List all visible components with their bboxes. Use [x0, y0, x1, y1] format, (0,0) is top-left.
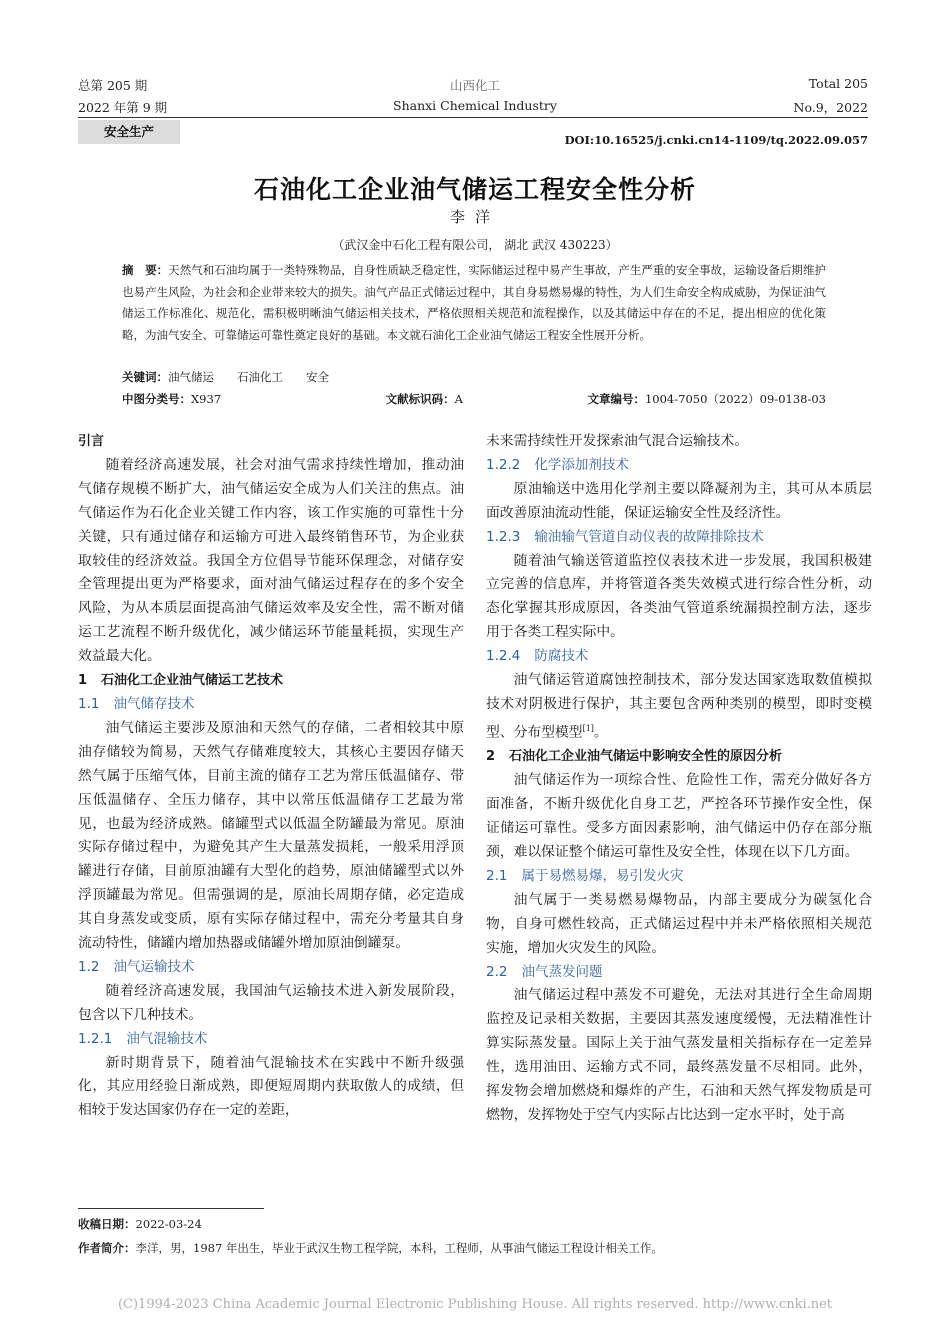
section-2-1-heading: 2.1 属于易燃易爆，易引发火灾: [486, 867, 684, 884]
section-2-paragraph: 油气储运作为一项综合性、危险性工作，需充分做好各方面准备，不断升级优化自身工艺，严控各环节操作安全性，保证储运可靠性。受多方面因素影响，油气储运中仍存在部分瓶颈，难以保证整个储运可靠性及安全性，体现在以下几方面。: [486, 772, 872, 860]
continued-paragraph: 未来需持续性开发探索油气混合运输技术。: [486, 433, 749, 449]
intro-heading: 引言: [78, 434, 105, 449]
left-column: [78, 430, 464, 1123]
section-2-2-heading: 2.2 油气蒸发问题: [486, 963, 603, 980]
section-1-2-4-paragraph: 油气储运管道腐蚀控制技术，部分发达国家选取数值模拟技术对阴极进行保护，其主要包含两种类别的模型，即时变模型、分布型模型[1]。: [486, 672, 872, 741]
author-bio: 作者简介：李洋，男，1987 年出生，毕业于武汉生物工程学院，本科，工程师，从事油气储运工程设计相关工作。: [78, 1241, 663, 1255]
citation-ref[interactable]: [1]: [582, 723, 594, 733]
keywords: [122, 369, 329, 385]
doi[interactable]: DOI:10.16525/j.cnki.cn14-1109/tq.2022.09.057: [564, 133, 868, 147]
journal-name-cn: 山西化工: [449, 78, 500, 93]
total-issue-en: Total 205: [808, 76, 868, 91]
author: 李洋: [449, 208, 500, 226]
section-1-2-heading: 1.2 油气运输技术: [78, 958, 195, 975]
header-rule: [78, 117, 868, 118]
section-2-2-paragraph: 油气储运过程中蒸发不可避免，无法对其进行全生命周期监控及记录相关数据，主要因其蒸发速度缓慢，无法精准性计算实际蒸发量。国际上关于油气蒸发量相关指标存在一定差异性，选用油田、运输方式不同，最终蒸发量不尽相同。此外，挥发物会增加燃烧和爆炸的产生，石油和天然气挥发物质是可燃物，发挥物处于空气内实际占比达到一定水平时，处于高: [486, 987, 872, 1123]
section-1-2-1-paragraph: 新时期背景下，随着油气混输技术在实践中不断升级强化，其应用经验日渐成熟，即便短周期内获取傲人的成绩，但相较于发达国家仍存在一定的差距，: [78, 1054, 464, 1119]
classification-row: [122, 391, 826, 407]
clc-code: 中图分类号：X937: [122, 392, 222, 406]
doc-code: 文献标识码：A: [385, 392, 463, 406]
copyright-notice: (C)1994-2023 China Academic Journal Electronic Publishing House. All rights reserved. http://www.cnki.net: [117, 1297, 833, 1312]
section-2-1-paragraph: 油气属于一类易燃易爆物品，内部主要成分为碳氢化合物，自身可燃性较高，正式储运过程中并未严格依照相关规范实施，增加火灾发生的风险。: [486, 891, 872, 956]
section-1-1-paragraph: 油气储运主要涉及原油和天然气的存储，二者相较其中原油存储较为简易，天然气存储难度较大，其核心主要因存储天然气属于压缩气体，目前主流的储存工艺为常压低温储存、带压低温储存、全压力储存，其中以常压低温储存工艺最为常见，也最为经济成熟。储罐型式以低温全防罐最为常见。原油实际存储过程中，为避免其产生大量蒸发损耗，一般采用浮顶罐进行存储，目前原油罐有大型化的趋势，原油储罐型式以外浮顶罐最为常见。但需强调的是，原油长周期存储，必定造成其自身蒸发或变质，原有实际存储过程中，需充分考量其自身流动特性，储罐内增加热器或储罐外增加原油倒罐泵。: [78, 719, 464, 952]
intro-paragraph: 随着经济高速发展，社会对油气需求持续性增加，推动油气储存规模不断扩大，油气储运安全成为人们关注的焦点。油气储运作为石化企业关键工作内容，该工作实施的可靠性十分关键，只有通过储存和运输方可进入最终销售环节，为企业获取较佳的经济效益。我国全方位倡导节能环保理念，对储存安全管理提出更为严格要求，面对油气储运过程存在的多个安全风险，为从本质层面提高油气储运效率及安全性，需不断对储运工艺流程不断升级优化，减少储运环节能量耗损，实现生产效益最大化。: [78, 456, 464, 665]
keywords-text: 油气储运 石油化工 安全: [168, 370, 329, 384]
journal-name-en: Shanxi Chemical Industry: [393, 98, 557, 113]
section-2-heading: 2 石油化工企业油气储运中影响安全性的原因分析: [486, 749, 783, 765]
section-1-2-4-heading: 1.2.4 防腐技术: [486, 648, 589, 665]
section-1-2-3-paragraph: 随着油气输送管道监控仪表技术进一步发展，我国积极建立完善的信息库，并将管道各类失效模式进行综合性分析，动态化掌握其形成原因，各类油气管道系统漏损控制方法，逐步用于各类工程实际中。: [486, 552, 872, 641]
issue-number-en: No.9，2022: [793, 100, 868, 115]
section-1-2-1-heading: 1.2.1 油气混输技术: [78, 1030, 208, 1047]
section-1-1-heading: 1.1 油气储存技术: [78, 695, 195, 712]
section-1-2-3-heading: 1.2.3 输油输气管道自动仪表的故障排除技术: [486, 528, 764, 545]
right-column: [486, 430, 872, 1128]
abstract-label: 摘 要：: [122, 263, 169, 277]
received-date: 收稿日期：2022-03-24: [78, 1217, 202, 1231]
section-1-2-2-paragraph: 原油输送中选用化学剂主要以降凝剂为主，其可从本质层面改善原油流动性能，保证运输安全性及经济性。: [486, 480, 872, 521]
article-title: 石油化工企业油气储运工程安全性分析: [253, 175, 696, 204]
keywords-label: 关键词：: [122, 370, 168, 384]
footnote-rule: [78, 1208, 264, 1209]
section-tag: 安全生产: [78, 120, 180, 144]
issue-total: 总第 205 期: [78, 78, 148, 93]
affiliation: （武汉金中石化工程有限公司， 湖北 武汉 430223）: [332, 238, 618, 252]
section-1-heading: 1 石油化工企业油气储运工艺技术: [78, 673, 284, 689]
abstract: [122, 260, 826, 346]
section-1-2-paragraph: 随着经济高速发展，我国油气运输技术进入新发展阶段，包含以下几种技术。: [78, 982, 464, 1023]
issue-number: 2022 年第 9 期: [78, 100, 168, 115]
article-number: 文章编号：1004-7050（2022）09-0138-03: [587, 392, 826, 406]
abstract-text: 天然气和石油均属于一类特殊物品，自身性质缺乏稳定性，实际储运过程中易产生事故，产生严重的安全事故，运输设备后期维护也易产生风险，为社会和企业带来较大的损失。油气产品正式储运过程中，其自身易燃易爆的特性，为人们生命安全构成威胁，为保证油气储运工作标准化、规范化，需积极明晰油气储运相关技术，严格依照相关规范和流程操作，以及其储运中存在的不足，提出相应的优化策略，为油气安全、可靠储运可靠性奠定良好的基础。本文就石油化工企业油气储运工程安全性展开分析。: [122, 263, 826, 342]
section-1-2-2-heading: 1.2.2 化学添加剂技术: [486, 456, 629, 473]
